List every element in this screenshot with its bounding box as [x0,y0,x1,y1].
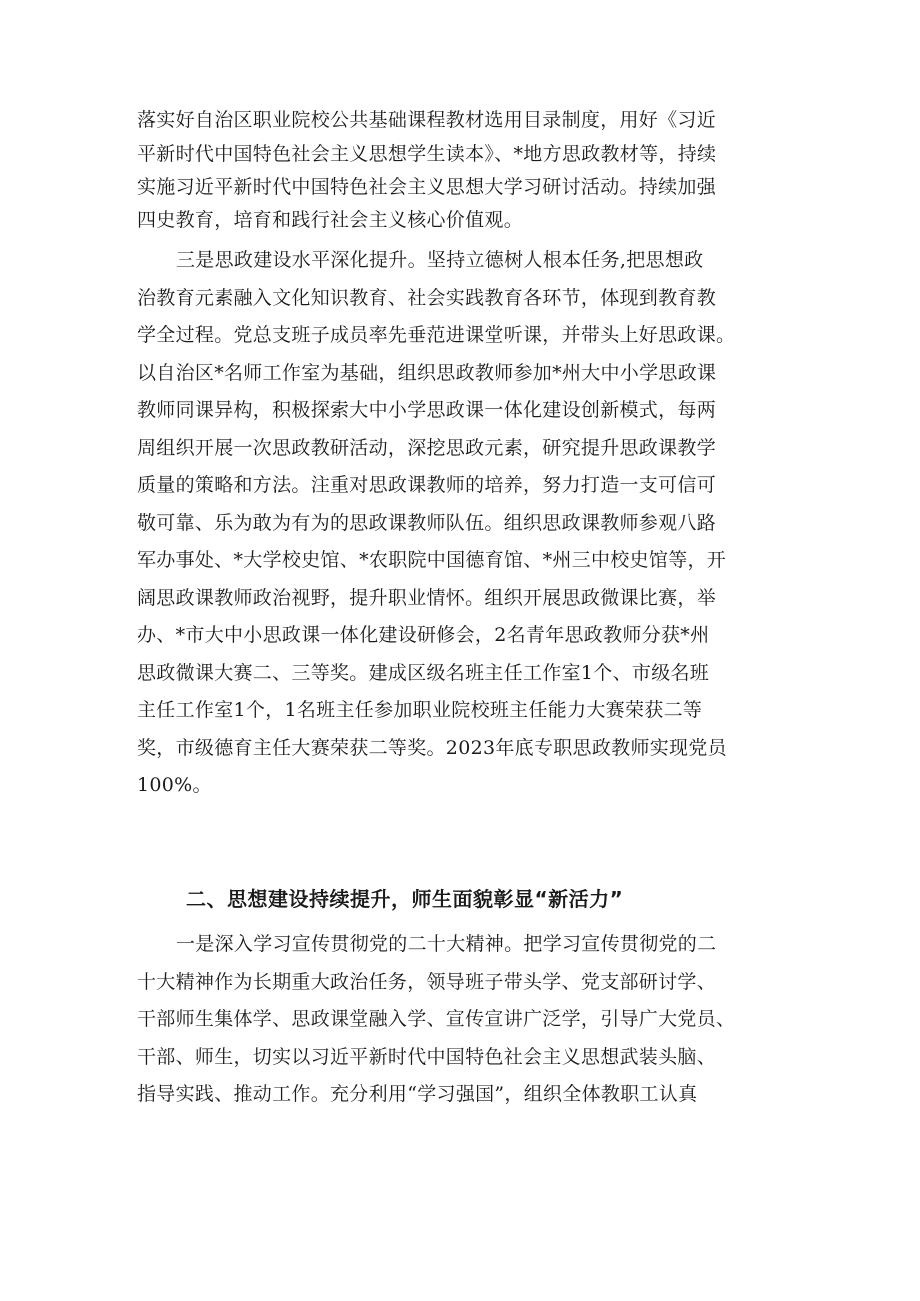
section-three-line-3: 学全过程。党总支班子成员率先垂范进课堂听课，并带头上好思政课。 [137,324,736,346]
intro-line-4: 四史教育，培育和践行社会主义核心价值观。 [137,209,524,231]
section-three-line-2: 治教育元素融入文化知识教育、社会实践教育各环节，体现到教育教 [137,287,717,309]
section-three-line-14: 奖，市级德育主任大赛荣获二等奖。2023年底专职思政教师实现党员 [137,737,727,759]
section-three-line-1: 三是思政建设水平深化提升。坚持立德树人根本任务,把思想政 [176,249,704,271]
section-three-line-7: 质量的策略和方法。注重对思政课教师的培养，努力打造一支可信可 [137,474,717,496]
section-one-line-4: 干部、师生，切实以习近平新时代中国特色社会主义思想武装头脑、 [137,1046,717,1068]
intro-line-2: 平新时代中国特色社会主义思想学生读本》、*地方思政教材等，持续 [137,143,717,165]
intro-line-1: 落实好自治区职业院校公共基础课程教材选用目录制度，用好《习近 [137,109,717,131]
section-one-line-1: 一是深入学习宣传贯彻党的二十大精神。把学习宣传贯彻党的二 [176,933,717,955]
section-three-line-15: 100%。 [137,774,212,796]
section-one-line-5: 指导实践、推动工作。充分利用“学习强国”，组织全体教职工认真 [137,1083,698,1105]
intro-line-3: 实施习近平新时代中国特色社会主义思想大学习研讨活动。持续加强 [137,176,717,198]
section-one-line-3: 干部师生集体学、思政课堂融入学、宣传宣讲广泛学，引导广大党员、 [137,1008,736,1030]
section-three-line-12: 思政微课大赛二、三等奖。建成区级名班主任工作室1个、市级名班 [137,662,710,684]
section-three-line-6: 周组织开展一次思政教研活动，深挖思政元素，研究提升思政课教学 [137,437,717,459]
section-three-line-4: 以自治区*名师工作室为基础，组织思政教师参加*州大中小学思政课 [137,362,717,384]
section-heading: 二、思想建设持续提升，师生面貌彰显“新活力” [186,887,624,911]
section-three-line-13: 主任工作室1个，1名班主任参加职业院校班主任能力大赛荣获二等 [137,699,703,721]
section-three-line-10: 阔思政课教师政治视野，提升职业情怀。组织开展思政微课比赛，举 [137,587,717,609]
section-three-line-9: 军办事处、*大学校史馆、*农职院中国德育馆、*州三中校史馆等，开 [137,549,727,571]
section-three-line-5: 教师同课异构，积极探索大中小学思政课一体化建设创新模式，每两 [137,399,717,421]
section-one-line-2: 十大精神作为长期重大政治任务，领导班子带头学、党支部研讨学、 [137,971,717,993]
section-three-line-8: 敬可靠、乐为敢为有为的思政课教师队伍。组织思政课教师参观八路 [137,512,717,534]
section-three-line-11: 办、*市大中小思政课一体化建设研修会，2名青年思政教师分获*州 [137,624,710,646]
